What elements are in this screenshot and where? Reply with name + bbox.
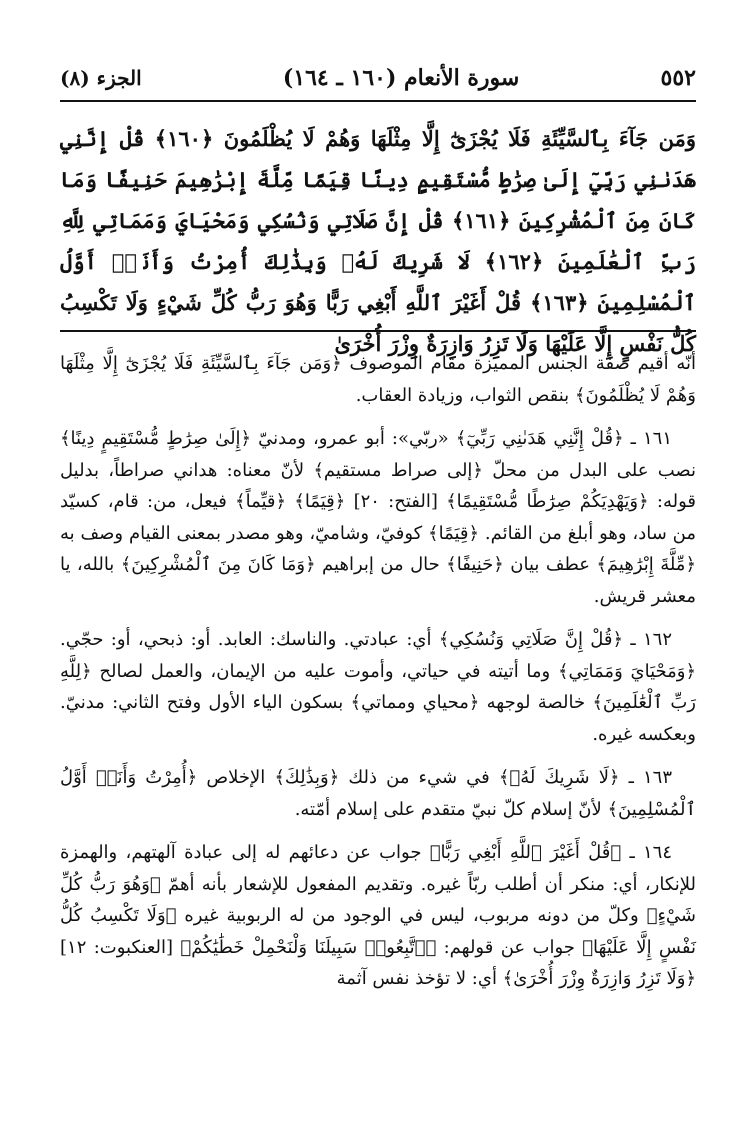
commentary-paragraph: ١٦٤ ـ ﴿قُلْ أَغَيْرَ ٱللَّهِ أَبْغِي رَبًّا﴾ جواب عن دعائهم له إلى عبادة آلهتهم، والهمزة للإنكار، أي: منكر أن أطلب ربّاً غيره. وتقديم المفعول للإشعار بأنه أهمّ ﴿وَهُوَ رَبُّ كُلِّ شَيْءٍ﴾ وكلّ من دونه مربوب، ليس في الوجود من له الربوبية غيره ﴿وَلَا تَكْسِبُ كُلُّ نَفْسٍ إِلَّا عَلَيْهَا﴾ جواب عن قولهم: ﴿ٱتَّبِعُوا۟ سَبِيلَنَا وَلْنَحْمِلْ خَطَٰيَٰكُمْ﴾ [العنكبوت: ١٢] ﴿وَلَا تَزِرُ وَازِرَةٌ وِزْرَ أُخْرَىٰ﴾ أي: لا تؤخذ نفس آثمة — [60, 842, 696, 989]
commentary-paragraph: ١٦٢ ـ ﴿قُلْ إِنَّ صَلَاتِي وَنُسُكِي﴾ أي: عبادتي. والناسك: العابد. أو: ذبحي، أو: حجّي. ﴿وَمَحْيَايَ وَمَمَاتِي﴾ وما أتيته في حياتي، وأموت عليه من الإيمان، والعمل لصالح ﴿لِلَّهِ رَبِّ ٱلْعَٰلَمِينَ﴾ خالصة لوجهه ﴿محياي ومماتي﴾ بسكون الياء الأول وفتح الثاني: مدنيّ. وبعكسه غيره. — [60, 629, 696, 745]
page-header — [60, 58, 696, 98]
header-rule — [60, 100, 696, 102]
commentary-paragraph: ١٦٣ ـ ﴿لَا شَرِيكَ لَهُۥ﴾ في شيء من ذلك ﴿وَبِذَٰلِكَ﴾ الإخلاص ﴿أُمِرْتُ وَأَنَا۠ أَوَّلُ ٱلْمُسْلِمِينَ﴾ لأنّ إسلام كلّ نبيّ متقدم على إسلام أمّته. — [60, 767, 696, 820]
commentary-paragraph: ١٦١ ـ ﴿قُلْ إِنَّنِي هَدَىٰنِي رَبِّيٓ﴾ «ربّي»: أبو عمرو، ومدنيّ ﴿إِلَىٰ صِرَٰطٍ مُّسْتَقِيمٍ دِينًا﴾ نصب على البدل من محلّ ﴿إلى صراط مستقيم﴾ لأنّ معناه: هداني صراطاً، بدليل قوله: ﴿وَيَهْدِيَكُمْ صِرَٰطًا مُّسْتَقِيمًا﴾ [الفتح: ٢٠] ﴿قِيَمًا﴾ ﴿قيِّماً﴾ فيعل، من: قام، كسيّد من ساد، وهو أبلغ من القائم. ﴿قِيَمًا﴾ كوفيّ، وشاميّ، وهو مصدر بمعنى القيام وصف به ﴿مِّلَّةَ إِبْرَٰهِيمَ﴾ عطف بيان ﴿حَنِيفًا﴾ حال من إبراهيم ﴿وَمَا كَانَ مِنَ ٱلْمُشْرِكِينَ﴾ بالله، يا معشر قريش. — [60, 428, 696, 607]
commentary — [60, 348, 696, 1007]
quran-verses: وَمَن جَآءَ بِٱلسَّيِّئَةِ فَلَا يُجْزَىٰٓ إِلَّا مِثْلَهَا وَهُمْ لَا يُظْلَمُونَ ﴿١٦٠﴾ قُلْ إِنَّنِي هَدَىٰنِي رَبِّيٓ إِلَىٰ صِرَٰطٍ مُّسْتَقِيمٍ دِينًا قِيَمًا مِّلَّةَ إِبْرَٰهِيمَ حَنِيفًا وَمَا كَانَ مِنَ ٱلْمُشْرِكِينَ ﴿١٦١﴾ قُلْ إِنَّ صَلَاتِي وَنُسُكِي وَمَحْيَايَ وَمَمَاتِي لِلَّهِ رَبِّ ٱلْعَٰلَمِينَ ﴿١٦٢﴾ لَا شَرِيكَ لَهُۥ وَبِذَٰلِكَ أُمِرْتُ وَأَنَا۠ أَوَّلُ ٱلْمُسْلِمِينَ ﴿١٦٣﴾ قُلْ أَغَيْرَ ٱللَّهِ أَبْغِي رَبًّا وَهُوَ رَبُّ كُلِّ شَيْءٍ وَلَا تَكْسِبُ كُلُّ نَفْسٍ إِلَّا عَلَيْهَا وَلَا تَزِرُ وَازِرَةٌ وِزْرَ أُخْرَىٰ — [60, 126, 696, 356]
section-divider — [60, 330, 696, 332]
juz-label: الجزء (٨) — [60, 66, 142, 90]
page-number: ٥٥٢ — [660, 65, 696, 91]
surah-title: سورة الأنعام (١٦٠ ـ ١٦٤) — [282, 65, 520, 91]
commentary-paragraph: أنّه أقيم صفة الجنس المميزة مقام الموصوف ﴿وَمَن جَآءَ بِٱلسَّيِّئَةِ فَلَا يُجْزَىٰٓ إِلَّا مِثْلَهَا وَهُمْ لَا يُظْلَمُونَ﴾ بنقص الثواب، وزيادة العقاب. — [60, 353, 696, 406]
